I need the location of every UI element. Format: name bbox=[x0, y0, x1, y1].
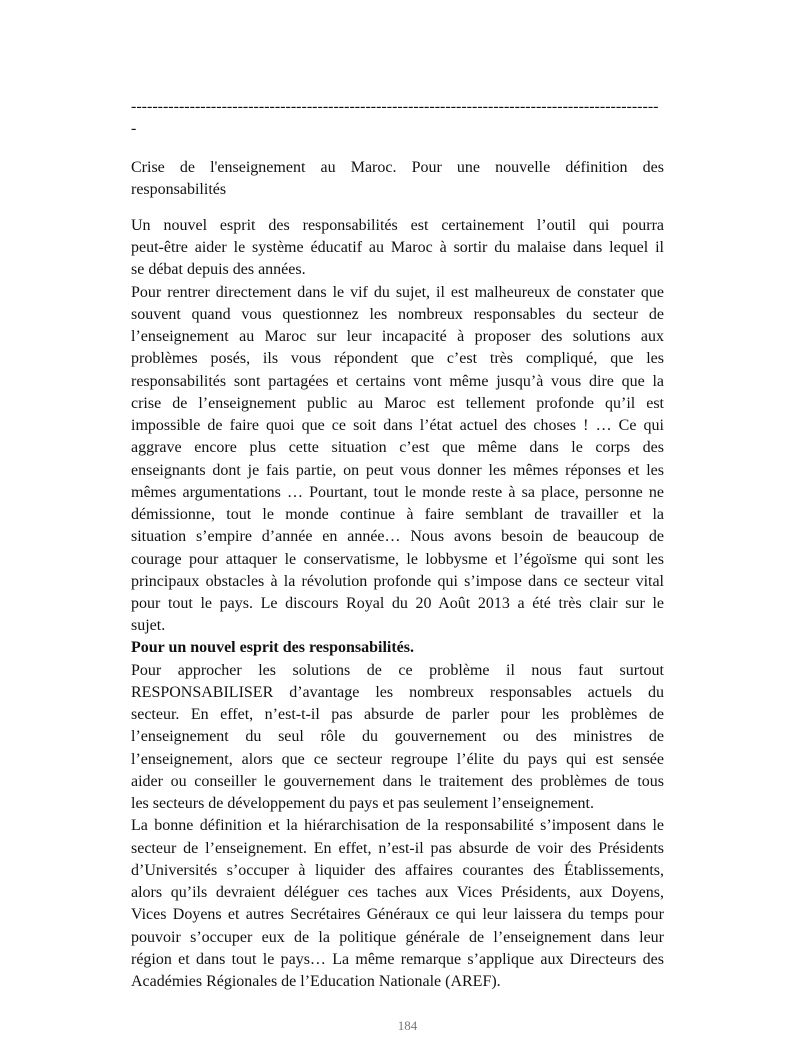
text-line: aider ou conseiller le gouvernement dans le traitement des problèmes de tous bbox=[131, 772, 664, 790]
text-line: Académies Régionales de l’Education Nationale (AREF). bbox=[131, 972, 501, 990]
text-line: La bonne définition et la hiérarchisation de la responsabilité s’imposent dans le bbox=[131, 817, 664, 835]
text-line: responsabilités sont partagées et certains vont même jusqu’à vous dire que la bbox=[131, 372, 664, 390]
separator-dashes: - bbox=[131, 120, 137, 138]
text-line: aggrave encore plus cette situation c’est que même dans le corps des bbox=[131, 439, 664, 457]
text-line: impossible de faire quoi que ce soit dans l’état actuel des choses ! … Ce qui bbox=[131, 417, 664, 435]
text-line: sujet. bbox=[131, 617, 166, 635]
text-line: Pour rentrer directement dans le vif du sujet, il est malheureux de constater que bbox=[131, 283, 664, 301]
text-line: mêmes argumentations … Pourtant, tout le monde reste à sa place, personne ne bbox=[131, 483, 664, 501]
article-body bbox=[131, 215, 664, 993]
text-line: alors qu’ils devraient déléguer ces taches aux Vices Présidents, aux Doyens, bbox=[131, 884, 664, 902]
text-line: enseignants dont je fais partie, on peut vous donner les mêmes réponses et les bbox=[131, 461, 664, 479]
text-line: pour tout le pays. Le discours Royal du 20 Août 2013 a été très clair sur le bbox=[131, 594, 664, 612]
text-line: l’enseignement du seul rôle du gouvernement ou des ministres de bbox=[131, 728, 664, 746]
title-line: Crise de l'enseignement au Maroc. Pour une nouvelle définition des bbox=[131, 159, 664, 176]
text-line: d’Universités s’occuper à liquider des affaires courantes des Établissements, bbox=[131, 861, 664, 879]
text-line: l’enseignement au Maroc sur leur incapacité à proposer des solutions aux bbox=[131, 328, 664, 346]
separator-dashes: --------------------------------------------------------------------------------------------------- bbox=[131, 98, 659, 115]
text-line: problèmes posés, ils vous répondent que c’est très compliqué, que les bbox=[131, 350, 664, 368]
separator-line bbox=[131, 96, 664, 140]
text-line: se débat depuis des années. bbox=[131, 261, 306, 279]
text-line: souvent quand vous questionnez les nombreux responsables du secteur de bbox=[131, 305, 664, 323]
text-line: secteur de l’enseignement. En effet, n’est-il pas absurde de voir des Présidents bbox=[131, 839, 664, 857]
text-line: Un nouvel esprit des responsabilités est certainement l’outil qui pourra bbox=[131, 217, 664, 234]
text-line: secteur. En effet, n’est-t-il pas absurde de parler pour les problèmes de bbox=[131, 706, 664, 724]
page-number: 184 bbox=[397, 1018, 418, 1033]
text-line: courage pour attaquer le conservatisme, le lobbysme et l’égoïsme qui sont les bbox=[131, 550, 664, 568]
article-title bbox=[131, 157, 664, 201]
text-line: les secteurs de développement du pays et pas seulement l’enseignement. bbox=[131, 795, 594, 813]
text-line: RESPONSABILISER d’avantage les nombreux responsables actuels du bbox=[131, 683, 664, 701]
text-line: principaux obstacles à la révolution profonde qui s’impose dans ce secteur vital bbox=[131, 572, 664, 590]
text-line: démissionne, tout le monde continue à faire semblant de travailler et la bbox=[131, 506, 664, 524]
title-line: responsabilités bbox=[131, 181, 227, 199]
text-line: l’enseignement, alors que ce secteur regroupe l’élite du pays qui est sensée bbox=[131, 750, 664, 768]
text-line: Vices Doyens et autres Secrétaires Généraux ce qui leur laissera du temps pour bbox=[131, 906, 664, 924]
text-line: peut-être aider le système éducatif au Maroc à sortir du malaise dans lequel il bbox=[131, 239, 664, 257]
text-line: région et dans tout le pays… La même remarque s’applique aux Directeurs des bbox=[131, 950, 664, 968]
text-line: situation s’empire d’année en année… Nous avons besoin de beaucoup de bbox=[131, 528, 664, 546]
text-line: Pour approcher les solutions de ce problème il nous faut surtout bbox=[131, 661, 664, 679]
section-heading: Pour un nouvel esprit des responsabilités. bbox=[131, 639, 415, 657]
text-line: crise de l’enseignement public au Maroc est tellement profonde qu’il est bbox=[131, 394, 664, 412]
text-line: pouvoir s’occuper eux de la politique générale de l’enseignement dans leur bbox=[131, 928, 664, 946]
